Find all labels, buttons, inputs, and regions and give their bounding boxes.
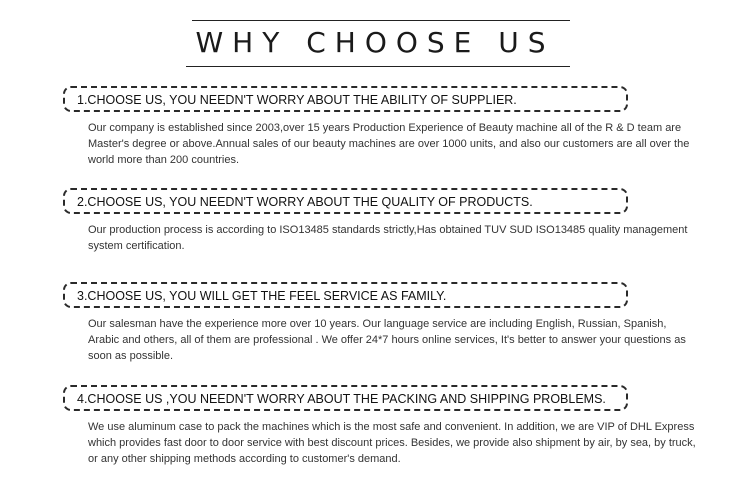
section-heading: 2.CHOOSE US, YOU NEEDN'T WORRY ABOUT THE QUALITY OF PRODUCTS. <box>77 195 533 209</box>
section-body: Our production process is according to ISO13485 standards strictly,Has obtained TUV SUD ISO13485 quality management system certification. <box>88 224 688 252</box>
section-heading-box <box>63 385 628 411</box>
section-heading-box <box>63 188 628 214</box>
section-packing-and-shipping <box>63 385 731 465</box>
section-service-as-family <box>63 282 731 362</box>
section-heading: 1.CHOOSE US, YOU NEEDN'T WORRY ABOUT THE ABILITY OF SUPPLIER. <box>77 93 517 107</box>
section-heading: 3.CHOOSE US, YOU WILL GET THE FEEL SERVICE AS FAMILY. <box>77 289 447 303</box>
section-heading: 4.CHOOSE US ,YOU NEEDN'T WORRY ABOUT THE PACKING AND SHIPPING PROBLEMS. <box>77 392 606 406</box>
title-top-rule <box>186 20 570 21</box>
section-ability-of-supplier <box>63 86 731 166</box>
section-quality-of-products <box>63 188 731 252</box>
title-bottom-rule <box>186 66 570 67</box>
section-body: Our company is established since 2003,over 15 years Production Experience of Beauty machine all of the R & D team are Master's degree or above.Annual sales of our beauty machines are over 1000 units, and also our customers are all over the world more than 200 countries. <box>88 122 690 166</box>
section-body: We use aluminum case to pack the machines which is the most safe and convenient. In addition, we are VIP of DHL Express which provides fast door to door service with best discount prices. Besides, we provide also shipment by air, by sea, by truck, or any other shipping methods according to customer's demand. <box>88 421 696 465</box>
section-body: Our salesman have the experience more over 10 years. Our language service are including English, Russian, Spanish, Arabic and others, all of them are professional . We offer 24*7 hours online services, It's better to answer your questions as soon as possible. <box>88 318 686 362</box>
section-heading-box <box>63 86 628 112</box>
page-title: WHY CHOOSE US <box>195 26 555 59</box>
title-block <box>0 0 750 70</box>
section-heading-box <box>63 282 628 308</box>
